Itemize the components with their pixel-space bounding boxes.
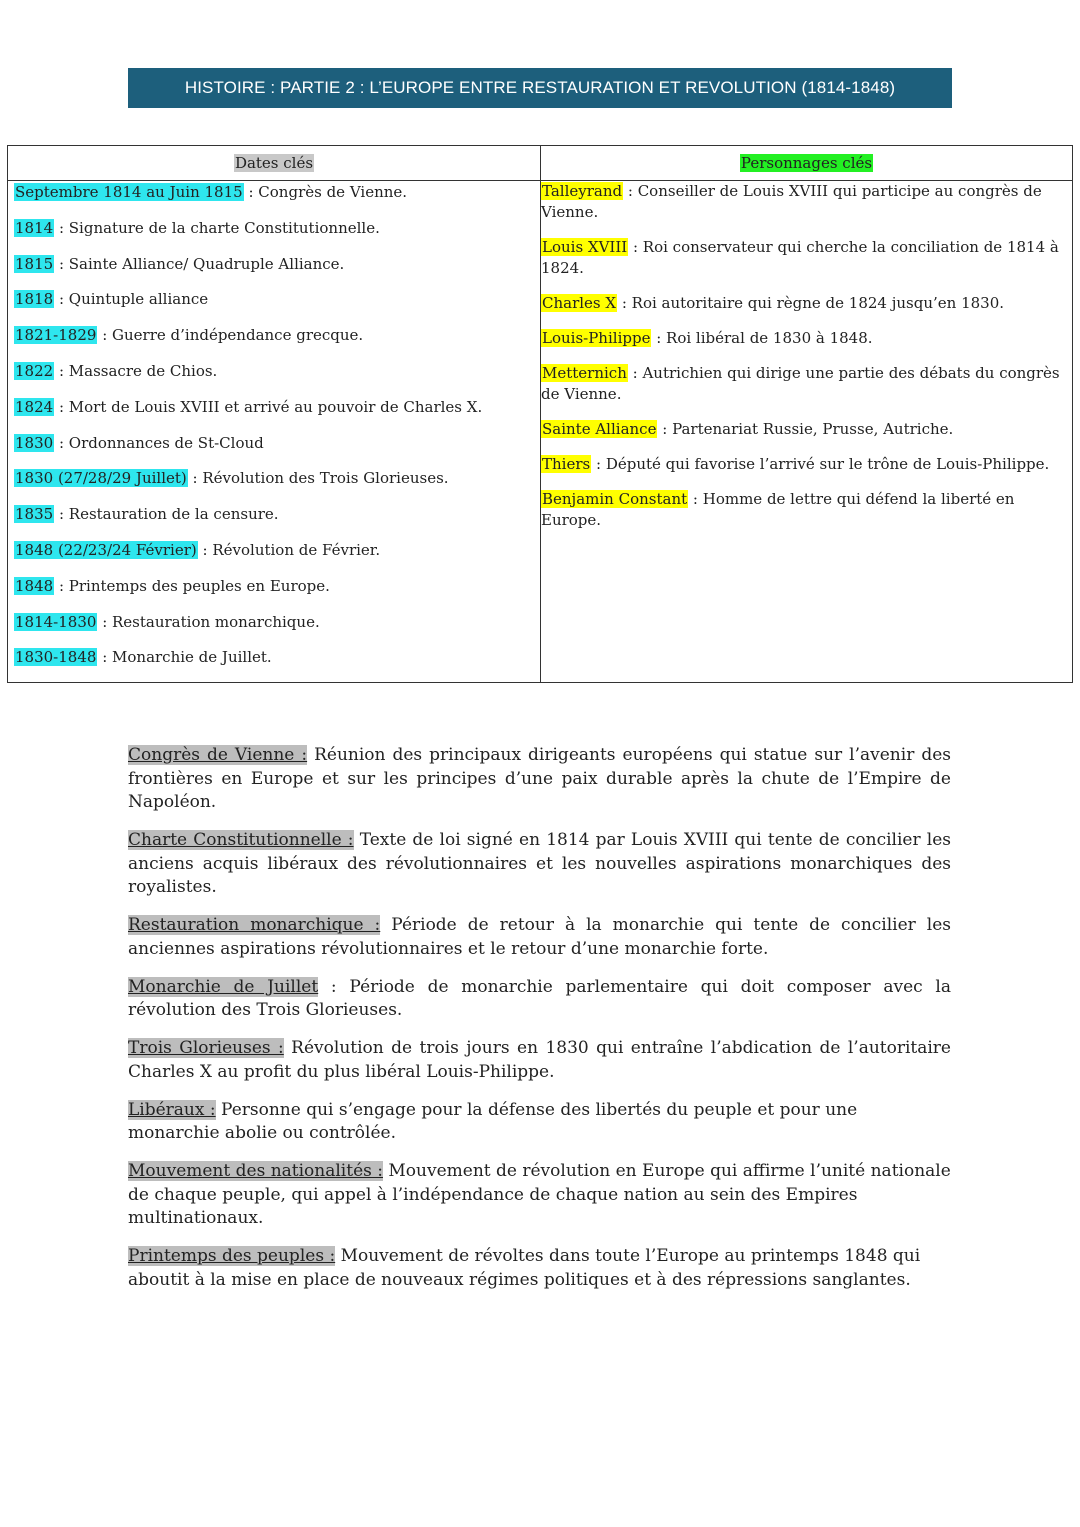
date-item: 1822 : Massacre de Chios. — [15, 361, 218, 380]
person-name: Charles X — [542, 294, 617, 312]
definition-text: Révolution de trois jours en 1830 qui entraîne l’abdication de l’autoritaire Charles X au profit du plus libéral Louis-Philippe. — [128, 1038, 951, 1082]
date-description: Guerre d’indépendance grecque. — [112, 326, 364, 345]
date-label: 1848 — [15, 576, 54, 595]
date-label: 1835 — [15, 505, 54, 524]
date-description: Restauration monarchique. — [112, 612, 320, 631]
definition — [128, 914, 951, 961]
person-item: Louis XVIII : Roi conservateur qui cherche la conciliation de 1814 à 1824. — [541, 238, 1059, 277]
person-item: Charles X : Roi autoritaire qui règne de 1824 jusqu’en 1830. — [542, 294, 1005, 312]
date-label: 1830-1848 — [15, 648, 97, 667]
date-item: 1830-1848 : Monarchie de Juillet. — [15, 648, 272, 667]
people-cell — [541, 181, 1073, 683]
date-item: 1848 (22/23/24 Février) : Révolution de Février. — [15, 540, 381, 559]
person-item: Louis-Philippe : Roi libéral de 1830 à 1848. — [542, 329, 873, 347]
person-description: Roi autoritaire qui règne de 1824 jusqu’en 1830. — [631, 294, 1005, 312]
person-name: Benjamin Constant — [542, 490, 688, 508]
person-name: Talleyrand — [542, 182, 623, 200]
date-description: Mort de Louis XVIII et arrivé au pouvoir de Charles X. — [68, 397, 483, 416]
definition-term: Congrès de Vienne : — [128, 745, 308, 765]
person-description: Autrichien qui dirige une partie des débats du congrès de Vienne. — [541, 364, 1060, 403]
definition-text: Personne qui s’engage pour la défense des libertés du peuple et pour une monarchie abolie ou contrôlée. — [128, 1099, 858, 1143]
dates-header-cell — [8, 146, 541, 181]
definition — [128, 829, 951, 900]
date-item: 1818 : Quintuple alliance — [15, 290, 209, 309]
definition-text: Mouvement de révolution en Europe qui affirme l’unité nationale de chaque peuple, qui appel à l’indépendance de chaque nation au sein des Empires multinationaux. — [128, 1161, 951, 1228]
date-item: 1848 : Printemps des peuples en Europe. — [15, 576, 330, 595]
page-title: HISTOIRE : PARTIE 2 : L’EUROPE ENTRE RESTAURATION ET REVOLUTION (1814-1848) — [184, 78, 896, 97]
person-description: Conseiller de Louis XVIII qui participe au congrès de Vienne. — [541, 182, 1042, 221]
person-name: Thiers — [542, 455, 591, 473]
person-description: Homme de lettre qui défend la liberté en Europe. — [541, 490, 1015, 529]
person-name: Metternich — [542, 364, 627, 382]
date-label: 1848 (22/23/24 Février) — [15, 540, 197, 559]
person-item: Talleyrand : Conseiller de Louis XVIII qui participe au congrès de Vienne. — [541, 182, 1042, 221]
definition-term: Trois Glorieuses : — [128, 1038, 284, 1058]
definition-text: Mouvement de révoltes dans toute l’Europe au printemps 1848 qui aboutit à la mise en place de nouveaux régimes politiques et à des répressions sanglantes. — [128, 1246, 921, 1290]
definition — [128, 744, 951, 815]
date-item: 1814 : Signature de la charte Constitutionnelle. — [15, 218, 380, 237]
definition-term: Mouvement des nationalités : — [128, 1161, 383, 1181]
definition — [128, 976, 951, 1023]
person-item: Benjamin Constant : Homme de lettre qui défend la liberté en Europe. — [541, 490, 1015, 529]
date-description: Sainte Alliance/ Quadruple Alliance. — [68, 254, 345, 273]
person-description: Roi conservateur qui cherche la conciliation de 1814 à 1824. — [541, 238, 1059, 277]
date-item: 1821-1829 : Guerre d’indépendance grecque. — [15, 326, 364, 345]
date-label: 1822 — [15, 361, 54, 380]
date-label: 1814 — [15, 218, 54, 237]
date-label: 1814-1830 — [15, 612, 97, 631]
person-item: Thiers : Député qui favorise l’arrivé sur le trône de Louis-Philippe. — [542, 455, 1050, 473]
key-table — [7, 145, 1073, 683]
date-item: 1830 (27/28/29 Juillet) : Révolution des Trois Glorieuses. — [15, 469, 449, 488]
date-item: Septembre 1814 au Juin 1815 : Congrès de Vienne. — [15, 183, 408, 201]
definition-term: Charte Constitutionnelle : — [128, 830, 354, 850]
person-description: Roi libéral de 1830 à 1848. — [666, 329, 873, 347]
definitions-section — [128, 744, 951, 1307]
date-description: Monarchie de Juillet. — [112, 648, 272, 667]
definition-term: Restauration monarchique : — [128, 915, 381, 935]
date-label: 1830 — [15, 433, 54, 452]
date-label: 1815 — [15, 254, 54, 273]
date-label: 1821-1829 — [15, 326, 97, 345]
people-header: Personnages clés — [740, 154, 873, 172]
date-description: Ordonnances de St-Cloud — [68, 433, 264, 452]
date-description: Quintuple alliance — [68, 290, 209, 309]
dates-header: Dates clés — [234, 154, 314, 172]
date-item: 1835 : Restauration de la censure. — [15, 505, 279, 524]
date-description: Signature de la charte Constitutionnelle. — [68, 218, 380, 237]
date-label: Septembre 1814 au Juin 1815 — [15, 183, 243, 201]
date-item: 1815 : Sainte Alliance/ Quadruple Alliance. — [15, 254, 345, 273]
definition-text: Réunion des principaux dirigeants européens qui statue sur l’avenir des frontières en Europe et sur les principes d’une paix durable après la chute de l’Empire de Napoléon. — [128, 745, 951, 812]
person-item: Sainte Alliance : Partenariat Russie, Prusse, Autriche. — [542, 420, 954, 438]
person-item: Metternich : Autrichien qui dirige une partie des débats du congrès de Vienne. — [541, 364, 1060, 403]
definition-text: Période de retour à la monarchie qui tente de concilier les anciennes aspirations révolutionnaires et le retour d’une monarchie forte. — [128, 915, 951, 959]
definition-text: : Période de monarchie parlementaire qui doit composer avec la révolution des Trois Glorieuses. — [128, 976, 952, 1020]
definition-term: Libéraux : — [128, 1099, 216, 1120]
definition — [128, 1037, 951, 1084]
definition-text: Texte de loi signé en 1814 par Louis XVIII qui tente de concilier les anciens acquis libéraux des révolutionnaires et les nouvelles aspirations monarchiques des royalistes. — [128, 830, 951, 897]
date-label: 1824 — [15, 397, 54, 416]
person-name: Sainte Alliance — [542, 420, 657, 438]
person-description: Partenariat Russie, Prusse, Autriche. — [672, 420, 954, 438]
definition — [128, 1099, 951, 1146]
date-description: Révolution de Février. — [212, 540, 381, 559]
people-header-cell — [541, 146, 1073, 181]
person-name: Louis XVIII — [542, 238, 628, 256]
definition — [128, 1245, 951, 1292]
date-description: Massacre de Chios. — [68, 361, 218, 380]
date-item: 1814-1830 : Restauration monarchique. — [15, 612, 320, 631]
dates-cell — [8, 181, 541, 683]
date-item: 1830 : Ordonnances de St-Cloud — [15, 433, 264, 452]
definition — [128, 1160, 951, 1231]
date-label: 1818 — [15, 290, 54, 309]
person-name: Louis-Philippe — [542, 329, 651, 347]
date-description: Congrès de Vienne. — [258, 183, 408, 201]
date-description: Révolution des Trois Glorieuses. — [202, 469, 449, 488]
date-description: Printemps des peuples en Europe. — [68, 576, 330, 595]
date-label: 1830 (27/28/29 Juillet) — [15, 469, 187, 488]
date-item: 1824 : Mort de Louis XVIII et arrivé au pouvoir de Charles X. — [15, 397, 483, 416]
person-description: Député qui favorise l’arrivé sur le trône de Louis-Philippe. — [605, 455, 1050, 473]
date-description: Restauration de la censure. — [68, 505, 279, 524]
page-title-banner — [128, 68, 952, 108]
definition-term: Printemps des peuples : — [128, 1246, 336, 1266]
definition-term: Monarchie de Juillet — [128, 976, 319, 997]
